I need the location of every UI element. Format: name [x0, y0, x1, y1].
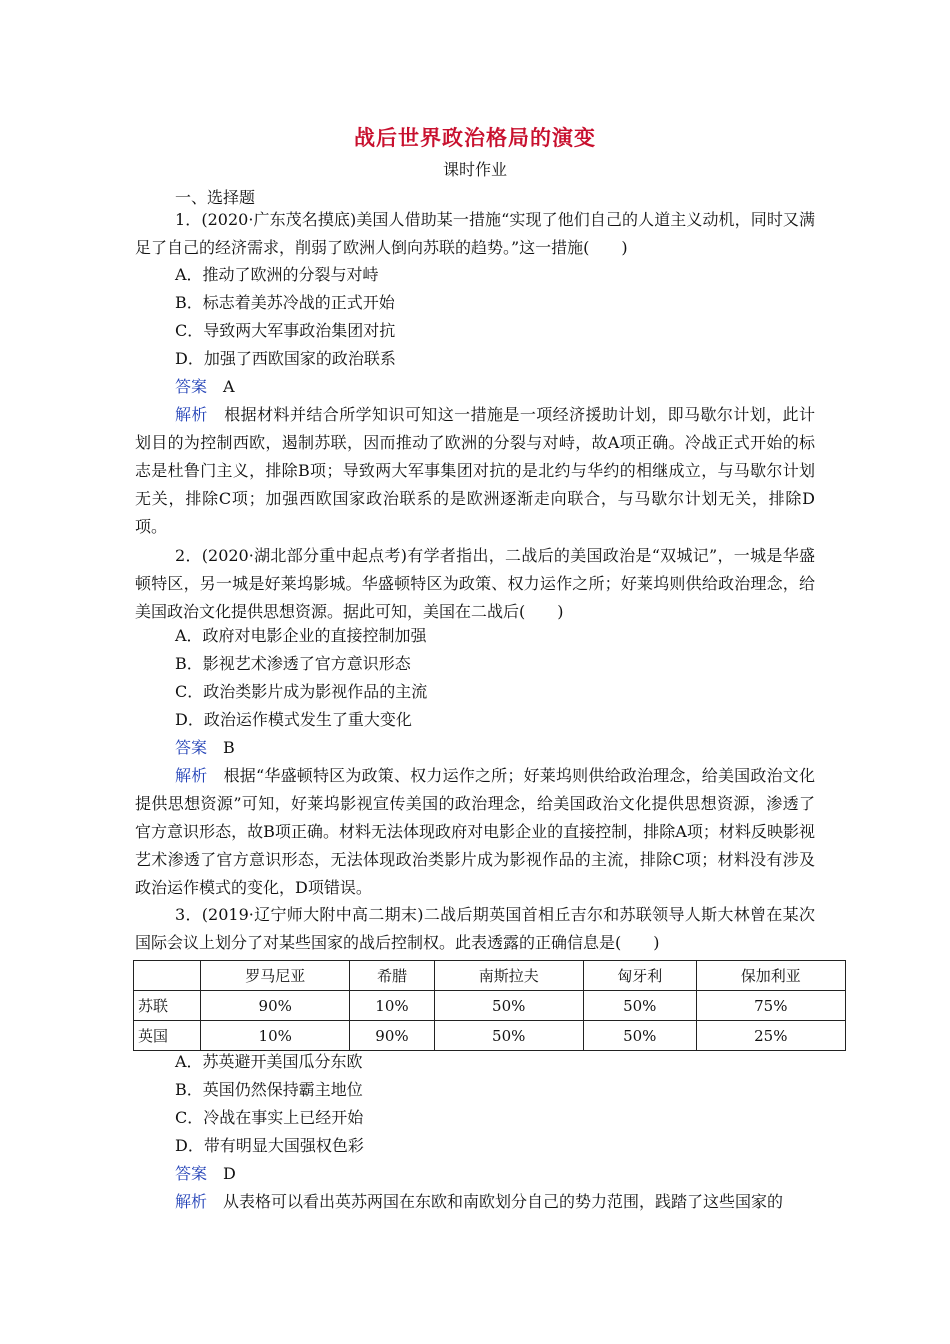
q3-option-b: B．英国仍然保持霸主地位 [175, 1080, 363, 1099]
table-cell: 50% [583, 991, 696, 1021]
q1-analysis [135, 401, 815, 541]
document-subtitle: 课时作业 [442, 160, 507, 179]
table-header-cell [134, 961, 201, 991]
table-header-cell: 希腊 [350, 961, 434, 991]
table-header-cell: 匈牙利 [583, 961, 696, 991]
q2-answer [175, 734, 235, 762]
answer-value: A [223, 377, 235, 396]
q2-option-d: D．政治运作模式发生了重大变化 [175, 710, 412, 729]
table-cell: 50% [583, 1021, 696, 1051]
table-row [134, 991, 846, 1021]
table-cell: 90% [350, 1021, 434, 1051]
table-header-cell: 保加利亚 [696, 961, 845, 991]
table-row [134, 1021, 846, 1051]
table-row-head: 苏联 [134, 991, 201, 1021]
table-cell: 50% [434, 1021, 583, 1051]
q1-option-b: B．标志着美苏冷战的正式开始 [175, 293, 395, 312]
table-cell: 50% [434, 991, 583, 1021]
analysis-text: 从表格可以看出英苏两国在东欧和南欧划分自己的势力范围，践踏了这些国家的 [223, 1192, 784, 1211]
table-row-head: 英国 [134, 1021, 201, 1051]
q2-option-b: B．影视艺术渗透了官方意识形态 [175, 654, 411, 673]
q1-option-d: D．加强了西欧国家的政治联系 [175, 349, 396, 368]
table-header-row [134, 961, 846, 991]
question-2-stem: 2．(2020·湖北部分重中起点考)有学者指出，二战后的美国政治是“双城记”，一城是华盛顿特区，另一城是好莱坞影城。华盛顿特区为政策、权力运作之所；好莱坞则供给政治理念，给美国政治文化提供思想资源。据此可知，美国在二战后( ) [135, 546, 815, 621]
section-heading: 一、选择题 [175, 188, 256, 207]
table-cell: 10% [350, 991, 434, 1021]
q3-option-a: A．苏英避开美国瓜分东欧 [175, 1052, 363, 1071]
q3-answer [175, 1160, 236, 1188]
control-table [133, 960, 846, 1051]
question-3-stem: 3．(2019·辽宁师大附中高二期末)二战后期英国首相丘吉尔和苏联领导人斯大林曾在某次国际会议上划分了对某些国家的战后控制权。此表透露的正确信息是( ) [135, 905, 815, 952]
document-title: 战后世界政治格局的演变 [354, 125, 596, 150]
table-cell: 75% [696, 991, 845, 1021]
answer-value: B [223, 738, 235, 757]
q2-option-a: A．政府对电影企业的直接控制加强 [175, 626, 427, 645]
question-1-stem: 1．(2020·广东茂名摸底)美国人借助某一措施“实现了他们自己的人道主义动机，同时又满足了自己的经济需求，削弱了欧洲人倒向苏联的趋势。”这一措施( ) [135, 210, 815, 257]
table-cell: 90% [201, 991, 350, 1021]
q2-option-c: C．政治类影片成为影视作品的主流 [175, 682, 428, 701]
answer-label: 答案 [175, 1164, 208, 1183]
q1-option-c: C．导致两大军事政治集团对抗 [175, 321, 396, 340]
table-cell: 25% [696, 1021, 845, 1051]
analysis-label: 解析 [175, 1192, 208, 1211]
q1-answer [175, 373, 235, 401]
q3-analysis [135, 1188, 815, 1216]
answer-label: 答案 [175, 738, 208, 757]
analysis-text: 根据“华盛顿特区为政策、权力运作之所；好莱坞则供给政治理念，给美国政治文化提供思想资源”可知，好莱坞影视宣传美国的政治理念，给美国政治文化提供思想资源，渗透了官方意识形态，故B项正确。材料无法体现政府对电影企业的直接控制，排除A项；材料反映影视艺术渗透了官方意识形态，无法体现政治类影片成为影视作品的主流，排除C项；材料没有涉及政治运作模式的变化，D项错误。 [135, 766, 815, 897]
table-header-cell: 南斯拉夫 [434, 961, 583, 991]
table-cell: 10% [201, 1021, 350, 1051]
q3-option-d: D．带有明显大国强权色彩 [175, 1136, 364, 1155]
q3-option-c: C．冷战在事实上已经开始 [175, 1108, 364, 1127]
analysis-text: 根据材料并结合所学知识可知这一措施是一项经济援助计划，即马歇尔计划，此计划目的为控制西欧，遏制苏联，因而推动了欧洲的分裂与对峙，故A项正确。冷战正式开始的标志是杜鲁门主义，排除B项；导致两大军事集团对抗的是北约与华约的相继成立，与马歇尔计划无关，排除C项；加强西欧国家政治联系的是欧洲逐渐走向联合，与马歇尔计划无关，排除D项。 [135, 405, 815, 536]
answer-label: 答案 [175, 377, 208, 396]
q1-option-a: A．推动了欧洲的分裂与对峙 [175, 265, 379, 284]
answer-value: D [223, 1164, 236, 1183]
q2-analysis [135, 762, 815, 902]
analysis-label: 解析 [175, 766, 208, 785]
analysis-label: 解析 [175, 405, 208, 424]
table-header-cell: 罗马尼亚 [201, 961, 350, 991]
